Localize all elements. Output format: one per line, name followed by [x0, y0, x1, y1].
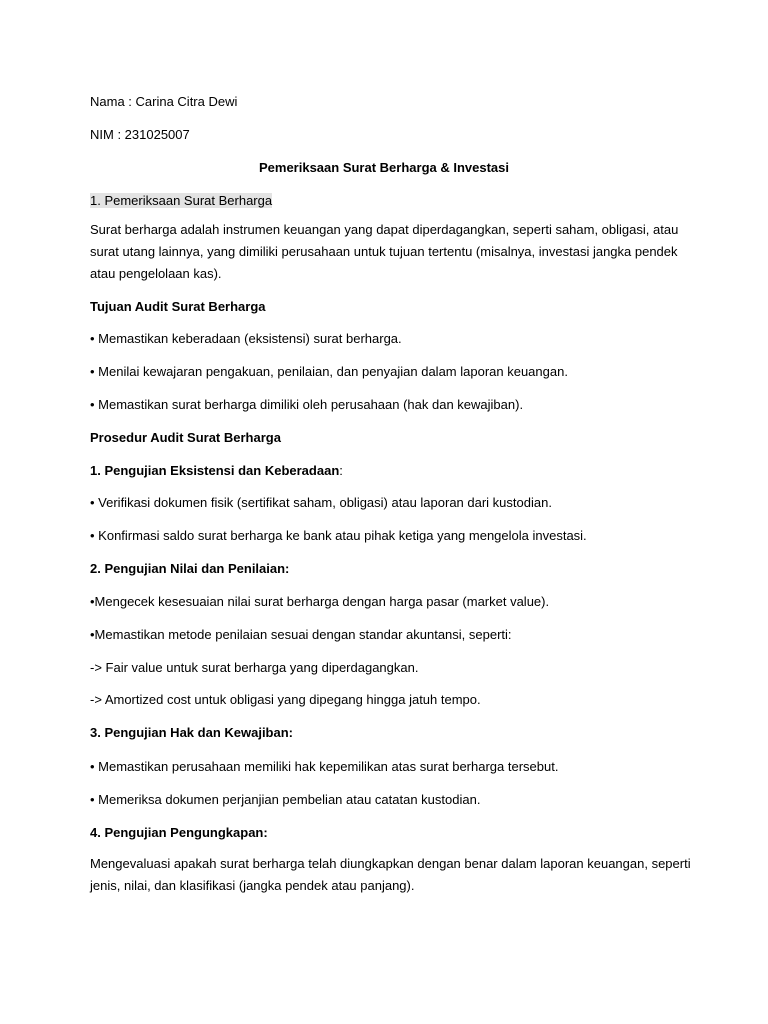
step1-item: • Verifikasi dokumen fisik (sertifikat saham, obligasi) atau laporan dari kustodian. — [90, 495, 552, 510]
intro-paragraph-line: surat utang lainnya, yang dimiliki perusahaan untuk tujuan tertentu (misalnya, investasi jangka pendek — [90, 244, 678, 259]
step1-heading — [90, 460, 680, 482]
step2-subitem: -> Fair value untuk surat berharga yang diperdagangkan. — [90, 660, 419, 675]
student-name: Nama : Carina Citra Dewi — [90, 94, 238, 109]
step1-item: • Konfirmasi saldo surat berharga ke bank atau pihak ketiga yang mengelola investasi. — [90, 528, 587, 543]
student-nim: NIM : 231025007 — [90, 127, 190, 142]
step4-heading: 4. Pengujian Pengungkapan: — [90, 825, 268, 840]
step3-heading: 3. Pengujian Hak dan Kewajiban: — [90, 725, 293, 740]
step2-item: •Memastikan metode penilaian sesuai dengan standar akuntansi, seperti: — [90, 627, 512, 642]
highlighted-heading-text: 1. Pemeriksaan Surat Berharga — [90, 193, 273, 208]
tujuan-item: • Menilai kewajaran pengakuan, penilaian, dan penyajian dalam laporan keuangan. — [90, 364, 568, 379]
document-title: Pemeriksaan Surat Berharga & Investasi — [258, 160, 509, 175]
step2-subitem: -> Amortized cost untuk obligasi yang dipegang hingga jatuh tempo. — [90, 692, 481, 707]
step2-item: •Mengecek kesesuaian nilai surat berharga dengan harga pasar (market value). — [90, 594, 550, 609]
step2-heading: 2. Pengujian Nilai dan Penilaian: — [90, 561, 290, 576]
section-heading-1 — [90, 190, 680, 212]
intro-paragraph-line: atau pengelolaan kas). — [90, 266, 222, 281]
step3-item: • Memastikan perusahaan memiliki hak kepemilikan atas surat berharga tersebut. — [90, 759, 559, 774]
intro-paragraph-line: Surat berharga adalah instrumen keuangan yang dapat diperdagangkan, seperti saham, obligasi, atau — [90, 222, 679, 237]
step1-heading-suffix: : — [339, 463, 343, 478]
step4-paragraph-line: Mengevaluasi apakah surat berharga telah diungkapkan dengan benar dalam laporan keuangan, seperti — [90, 856, 691, 871]
tujuan-item: • Memastikan keberadaan (eksistensi) surat berharga. — [90, 331, 402, 346]
prosedur-heading: Prosedur Audit Surat Berharga — [90, 430, 281, 445]
step4-paragraph-line: jenis, nilai, dan klasifikasi (jangka pendek atau panjang). — [90, 878, 415, 893]
step3-item: • Memeriksa dokumen perjanjian pembelian atau catatan kustodian. — [90, 792, 481, 807]
tujuan-item: • Memastikan surat berharga dimiliki oleh perusahaan (hak dan kewajiban). — [90, 397, 524, 412]
step1-heading-text: 1. Pengujian Eksistensi dan Keberadaan — [90, 463, 340, 478]
tujuan-heading: Tujuan Audit Surat Berharga — [90, 299, 266, 314]
